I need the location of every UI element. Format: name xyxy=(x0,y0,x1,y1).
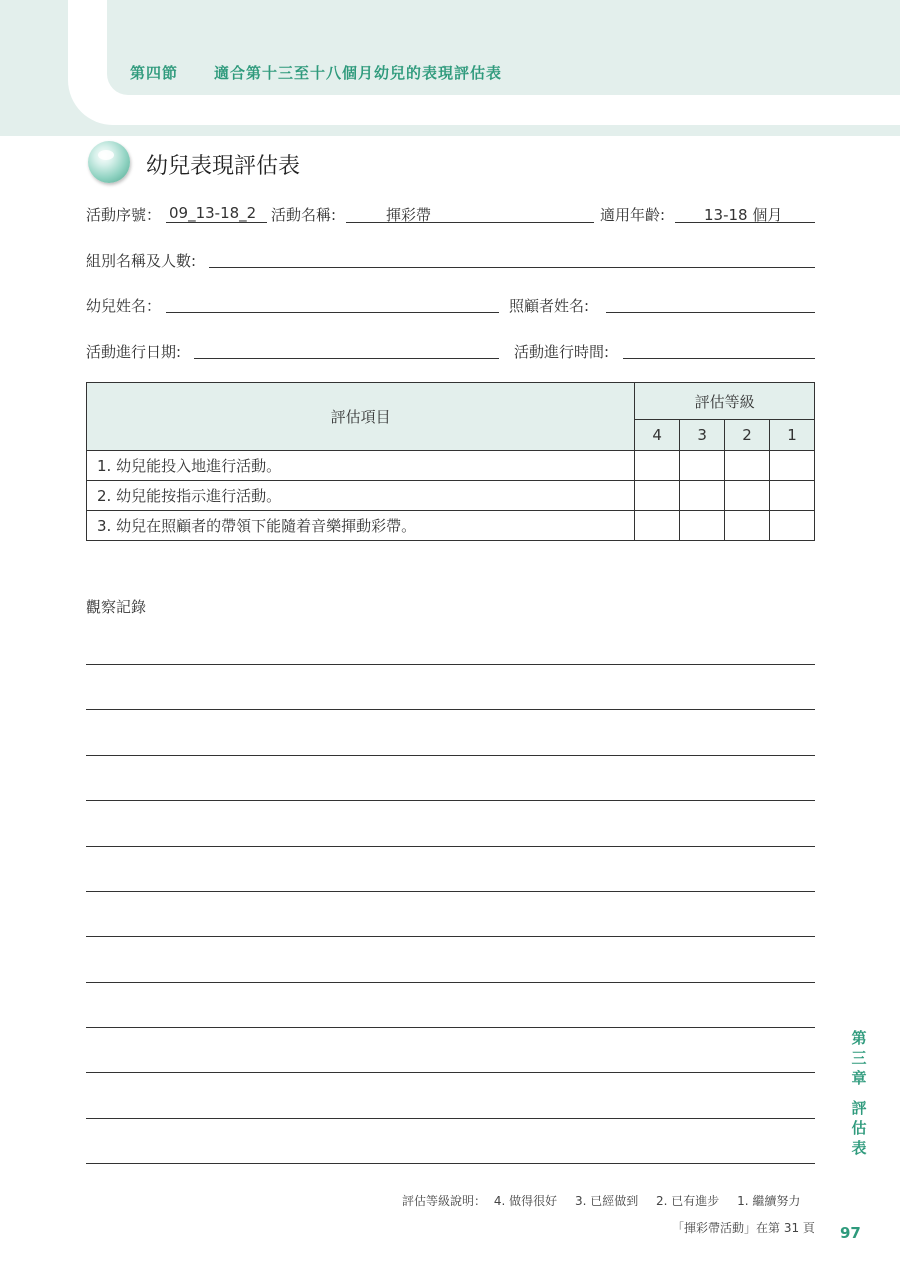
side-topic-char: 評 xyxy=(851,1099,867,1117)
grade-cell[interactable] xyxy=(770,481,815,511)
observation-line[interactable] xyxy=(86,936,815,937)
grade-cell[interactable] xyxy=(635,511,680,541)
table-row xyxy=(87,481,815,511)
side-topic-label xyxy=(849,1098,869,1158)
table-row xyxy=(87,451,815,481)
group-label: 組別名稱及人數: xyxy=(86,252,197,270)
time-label: 活動進行時間: xyxy=(514,343,610,361)
side-chapter-char: 第 xyxy=(851,1029,867,1047)
section-label: 第四節 xyxy=(130,64,179,82)
side-chapter-label xyxy=(849,1028,869,1088)
date-label: 活動進行日期: xyxy=(86,343,182,361)
group-line[interactable] xyxy=(209,267,815,268)
observation-label: 觀察記錄 xyxy=(86,598,147,616)
caregiver-label: 照顧者姓名: xyxy=(509,297,590,315)
item-text: 3. 幼兒在照顧者的帶領下能隨着音樂揮動彩帶。 xyxy=(87,511,635,541)
grade-cell[interactable] xyxy=(680,481,725,511)
grade-cell[interactable] xyxy=(680,511,725,541)
header-card xyxy=(104,0,900,98)
grade-cell[interactable] xyxy=(725,511,770,541)
observation-line[interactable] xyxy=(86,1072,815,1073)
observation-line[interactable] xyxy=(86,664,815,665)
observation-line[interactable] xyxy=(86,891,815,892)
grade-header: 評估等級 xyxy=(635,383,815,420)
side-topic-char: 估 xyxy=(851,1119,867,1137)
grade-3-header: 3 xyxy=(680,420,725,451)
child-name-label: 幼兒姓名： xyxy=(86,297,162,315)
observation-line[interactable] xyxy=(86,800,815,801)
activity-name-label: 活動名稱: xyxy=(271,206,337,224)
side-chapter-char: 章 xyxy=(851,1069,867,1087)
side-chapter-char: 三 xyxy=(851,1049,867,1067)
item-text: 1. 幼兒能投入地進行活動。 xyxy=(87,451,635,481)
legend-item: 1. 繼續努力 xyxy=(737,1194,801,1208)
grade-cell[interactable] xyxy=(770,511,815,541)
observation-line[interactable] xyxy=(86,1163,815,1164)
grade-cell[interactable] xyxy=(635,481,680,511)
grade-cell[interactable] xyxy=(635,451,680,481)
activity-no-label: 活動序號： xyxy=(86,206,162,224)
observation-line[interactable] xyxy=(86,1027,815,1028)
grade-2-header: 2 xyxy=(725,420,770,451)
observation-line[interactable] xyxy=(86,846,815,847)
evaluation-table xyxy=(86,382,815,541)
grade-cell[interactable] xyxy=(770,451,815,481)
caregiver-line[interactable] xyxy=(606,312,815,313)
grade-cell[interactable] xyxy=(725,451,770,481)
legend-item: 3. 已經做到 xyxy=(574,1194,639,1208)
item-text: 2. 幼兒能按指示進行活動。 xyxy=(87,481,635,511)
grade-1-header: 1 xyxy=(770,420,815,451)
age-value: 13-18 個月 xyxy=(704,206,783,224)
activity-reference: 「揮彩帶活動」在第 31 頁 xyxy=(672,1221,815,1235)
activity-name-line[interactable] xyxy=(346,222,594,223)
observation-line[interactable] xyxy=(86,1118,815,1119)
child-name-line[interactable] xyxy=(166,312,499,313)
legend-prefix: 評估等級說明： xyxy=(402,1194,487,1208)
page-number: 97 xyxy=(840,1224,861,1242)
grade-4-header: 4 xyxy=(635,420,680,451)
observation-line[interactable] xyxy=(86,755,815,756)
side-topic-char: 表 xyxy=(851,1139,867,1157)
activity-no-line[interactable] xyxy=(166,222,267,223)
legend-item: 4. 做得很好 xyxy=(493,1194,558,1208)
observation-line[interactable] xyxy=(86,982,815,983)
page-title: 幼兒表現評估表 xyxy=(146,154,301,179)
legend-item: 2. 已有進步 xyxy=(656,1194,720,1208)
bullet-ball-icon xyxy=(88,141,130,183)
grade-legend xyxy=(402,1192,800,1209)
grade-cell[interactable] xyxy=(680,451,725,481)
activity-no-value: 09_13-18_2 xyxy=(169,204,257,222)
grade-cell[interactable] xyxy=(725,481,770,511)
item-header: 評估項目 xyxy=(87,383,635,451)
time-line[interactable] xyxy=(623,358,815,359)
table-row xyxy=(87,511,815,541)
observation-line[interactable] xyxy=(86,709,815,710)
date-line[interactable] xyxy=(194,358,499,359)
age-label: 適用年齡: xyxy=(600,206,666,224)
activity-name-value: 揮彩帶 xyxy=(386,206,432,224)
section-title: 適合第十三至十八個月幼兒的表現評估表 xyxy=(214,64,503,82)
bullet-ball-shine xyxy=(98,150,114,160)
